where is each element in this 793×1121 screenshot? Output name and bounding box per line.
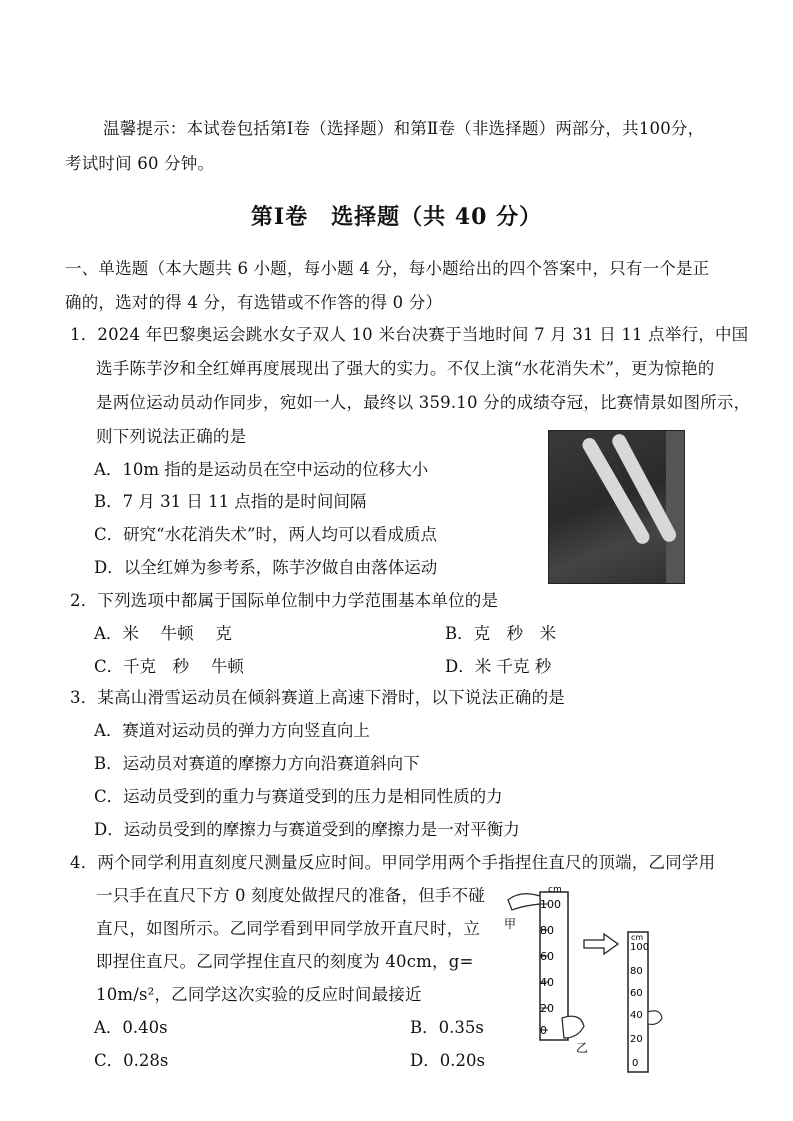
q2-option-a: A．米 牛顿 克: [94, 624, 232, 643]
hand-yi-icon: [562, 1016, 584, 1038]
ruler-right-tick-80: 80: [630, 966, 643, 977]
q1-stem-line-2: 选手陈芋汐和全红婵再度展现出了强大的实力。不仅上演“水花消失术”，更为惊艳的: [96, 359, 715, 378]
notice-line-2: 考试时间 60 分钟。: [65, 154, 215, 173]
ruler-left-tick-40: 40: [540, 976, 554, 989]
q4-option-d: D．0.20s: [410, 1051, 485, 1070]
q4-option-c: C．0.28s: [94, 1051, 169, 1070]
q4-option-b: B．0.35s: [410, 1018, 484, 1037]
part1-instruction-line-1: 一、单选题（本大题共 6 小题，每小题 4 分，每小题给出的四个答案中，只有一个是正: [65, 259, 710, 278]
q1-option-d: D．以全红婵为参考系，陈芋汐做自由落体运动: [94, 558, 438, 577]
ruler-right-tick-60: 60: [630, 988, 643, 999]
q3-stem: 3．某高山滑雪运动员在倾斜赛道上高速下滑时，以下说法正确的是: [70, 688, 565, 707]
q4-stem-line-4: 即捏住直尺。乙同学捏住直尺的刻度为 40cm，g=: [96, 952, 474, 971]
ruler-left-tick-20: 20: [540, 1002, 554, 1015]
q4-stem-line-5: 10m/s²，乙同学这次实验的反应时间最接近: [96, 985, 422, 1004]
section-title: 第Ⅰ卷 选择题（共 40 分）: [250, 204, 543, 230]
ruler-left-tick-0: 0: [540, 1024, 547, 1037]
q3-option-d: D．运动员受到的摩擦力与赛道受到的摩擦力是一对平衡力: [94, 820, 520, 839]
q2-option-c: C．千克 秒 牛顿: [94, 657, 244, 676]
q4-stem-line-3: 直尺，如图所示。乙同学看到甲同学放开直尺时，立: [96, 919, 481, 938]
ruler-figure: [500, 880, 680, 1080]
ruler-left-tick-100: 100: [540, 898, 561, 911]
q3-option-a: A．赛道对运动员的弹力方向竖直向上: [94, 721, 370, 740]
arrow-right-icon: [584, 934, 618, 954]
q4-stem-line-2: 一只手在直尺下方 0 刻度处做捏尺的准备，但手不碰: [96, 886, 485, 905]
q1-stem-line-1: 1．2024 年巴黎奥运会跳水女子双人 10 米台决赛于当地时间 7 月 31 日 11 点举行，中国: [70, 325, 749, 344]
q1-stem-line-3: 是两位运动员动作同步，宛如一人，最终以 359.10 分的成绩夺冠，比赛情景如图所示，: [96, 393, 751, 412]
ruler-right: [628, 932, 648, 1072]
q3-option-b: B．运动员对赛道的摩擦力方向沿赛道斜向下: [94, 754, 420, 773]
label-jia: 甲: [504, 917, 517, 931]
q1-option-b: B．7 月 31 日 11 点指的是时间间隔: [94, 492, 367, 511]
ruler-left-tick-80: 80: [540, 924, 554, 937]
q2-option-d: D．米 千克 秒: [445, 657, 552, 676]
diving-photo: [548, 430, 685, 584]
ruler-right-tick-100: 100: [630, 942, 650, 953]
part1-instruction-line-2: 确的，选对的得 4 分，有选错或不作答的得 0 分）: [65, 293, 443, 312]
ruler-left-tick-60: 60: [540, 950, 554, 963]
ruler-right-tick-40: 40: [630, 1010, 643, 1021]
q1-stem-line-4: 则下列说法正确的是: [96, 427, 247, 446]
photo-backdrop: [666, 431, 684, 583]
q4-stem-line-1: 4．两个同学利用直刻度尺测量反应时间。甲同学用两个手指捏住直尺的顶端，乙同学用: [70, 853, 716, 872]
ruler-right-tick-20: 20: [630, 1034, 643, 1045]
hand-grip-icon: [648, 1011, 662, 1025]
q2-stem: 2．下列选项中都属于国际单位制中力学范围基本单位的是: [70, 591, 499, 610]
ruler-right-tick-0: 0: [632, 1058, 639, 1069]
label-yi: 乙: [576, 1041, 589, 1055]
notice-line-1: 温馨提示：本试卷包括第Ⅰ卷（选择题）和第Ⅱ卷（非选择题）两部分，共100分，: [103, 119, 705, 138]
q4-option-a: A．0.40s: [94, 1018, 168, 1037]
ruler-right-unit: cm: [631, 933, 644, 942]
hand-jia-icon: [508, 894, 540, 910]
q3-option-c: C．运动员受到的重力与赛道受到的压力是相同性质的力: [94, 787, 503, 806]
q1-option-a: A．10m 指的是运动员在空中运动的位移大小: [94, 460, 429, 479]
q1-option-c: C．研究“水花消失术”时，两人均可以看成质点: [94, 525, 437, 544]
q2-option-b: B．克 秒 米: [445, 624, 557, 643]
ruler-left-unit: cm: [548, 885, 562, 895]
